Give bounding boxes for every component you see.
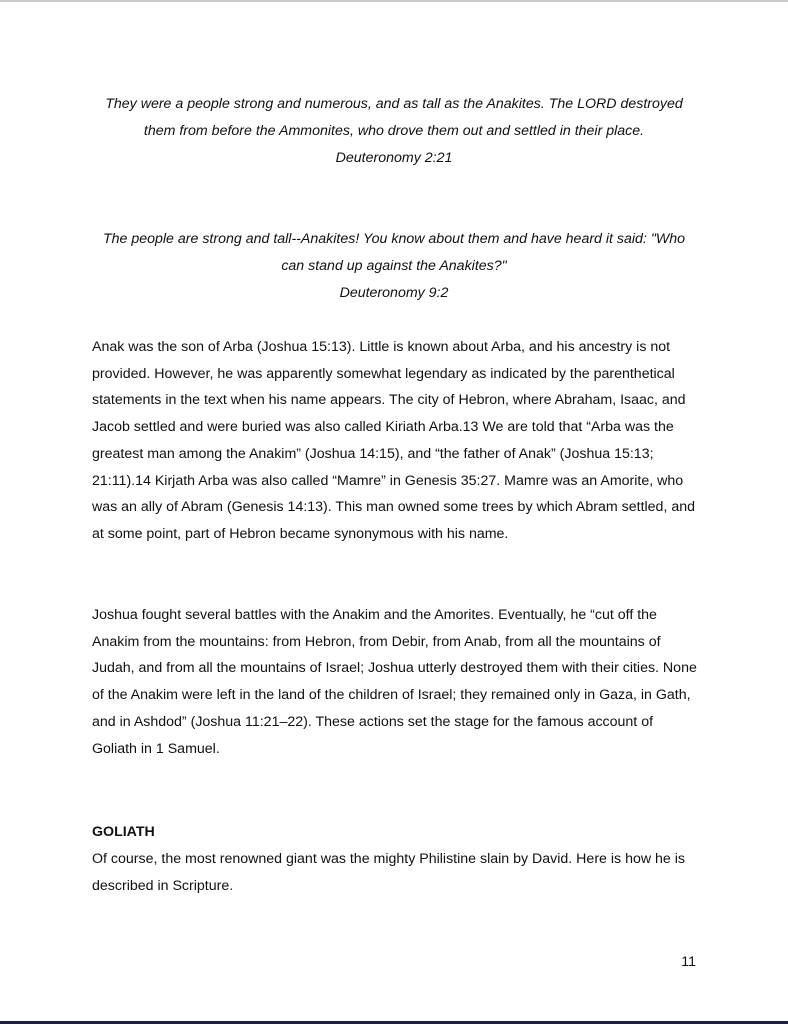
page-number: 11 <box>681 954 696 970</box>
quote-reference: Deuteronomy 9:2 <box>339 285 449 301</box>
quote-text: They were a people strong and numerous, and as tall as the Anakites. The LORD destroyed them from before the Ammonites, who drove them out and settled in their place. <box>105 96 683 139</box>
body-paragraph: Joshua fought several battles with the Anakim and the Amorites. Eventually, he “cut off the Anakim from the mountains: from Hebron, from Debir, from Anab, from all the mountains of Judah, and from all the mountains of Israel; Joshua utterly destroyed them with their cities. None of the Anakim were left in the land of the children of Israel; they remained only in Gaza, in Gath, and in Ashdod” (Joshua 11:21–22). These actions set the stage for the famous account of Goliath in 1 Samuel. <box>92 607 697 757</box>
section-heading: GOLIATH <box>92 824 155 840</box>
quote-text: The people are strong and tall--Anakites! You know about them and have heard it said: "Who can stand up against the Anakites?" <box>102 231 686 274</box>
scripture-quote <box>92 226 696 307</box>
scripture-quote <box>92 91 696 172</box>
top-border <box>0 0 788 2</box>
body-paragraph: Of course, the most renowned giant was the mighty Philistine slain by David. Here is how he is described in Scripture. <box>92 851 686 894</box>
body-paragraph: Anak was the son of Arba (Joshua 15:13). Little is known about Arba, and his ancestry is not provided. However, he was apparently somewhat legendary as indicated by the parenthetical statements in the text when his name appears. The city of Hebron, where Abraham, Isaac, and Jacob settled and were buried was also called Kiriath Arba.13 We are told that “Arba was the greatest man among the Anakim” (Joshua 14:15), and “the father of Anak” (Joshua 15:13; 21:11).14 Kirjath Arba was also called “Mamre” in Genesis 35:27. Mamre was an Amorite, who was an ally of Abram (Genesis 14:13). This man owned some trees by which Abram settled, and at some point, part of Hebron became synonymous with his name. <box>92 339 696 542</box>
quote-reference: Deuteronomy 2:21 <box>335 150 453 166</box>
